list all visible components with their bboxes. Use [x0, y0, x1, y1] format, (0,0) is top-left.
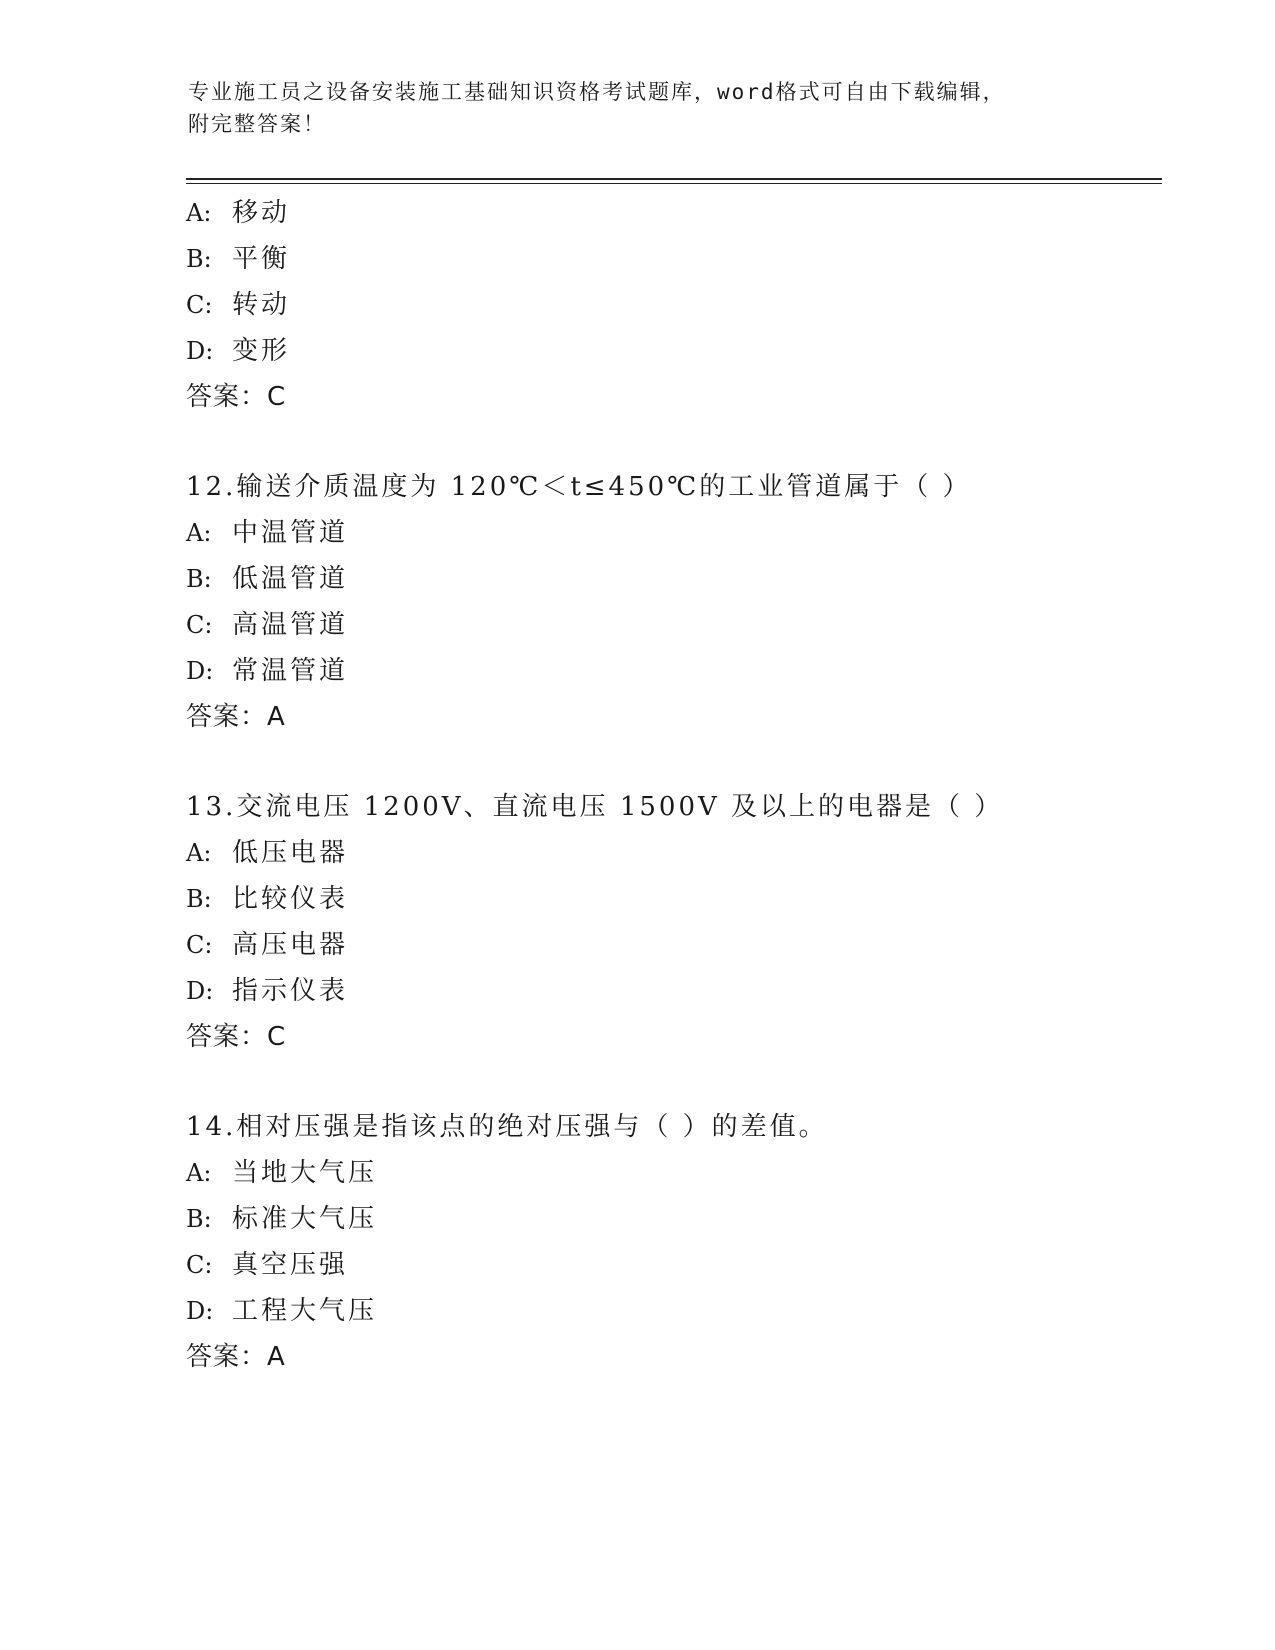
option-c [186, 1242, 1166, 1288]
option-text: 低温管道 [232, 564, 349, 594]
question-block [186, 464, 1166, 740]
question-text: 13.交流电压 1200V、直流电压 1500V 及以上的电器是（ ） [186, 792, 1004, 822]
option-a [186, 510, 1166, 556]
option-letter: C: [186, 291, 213, 319]
option-letter: D: [186, 977, 214, 1005]
option-text: 当地大气压 [232, 1158, 378, 1188]
option-text: 真空压强 [232, 1250, 349, 1280]
answer-line: 答案：A [186, 702, 286, 732]
question-list [186, 190, 1166, 1380]
option-b [186, 1196, 1166, 1242]
option-text: 低压电器 [232, 838, 349, 868]
question-block [186, 190, 1166, 420]
option-letter: D: [186, 657, 214, 685]
option-d [186, 328, 1166, 374]
question-text: 12.输送介质温度为 120℃＜t≤450℃的工业管道属于（ ） [186, 472, 972, 502]
option-letter: B: [186, 1205, 212, 1233]
option-letter: B: [186, 565, 212, 593]
question-block [186, 1104, 1166, 1380]
option-d [186, 1288, 1166, 1334]
question-block [186, 784, 1166, 1060]
option-letter: D: [186, 1297, 214, 1325]
option-letter: C: [186, 931, 213, 959]
document-header [188, 76, 1088, 140]
header-line-2: 附完整答案！ [188, 112, 326, 136]
answer-line: 答案：C [186, 1022, 287, 1052]
question-text: 14.相对压强是指该点的绝对压强与（ ）的差值。 [186, 1112, 828, 1142]
option-letter: A: [186, 199, 212, 227]
option-a [186, 190, 1166, 236]
option-d [186, 648, 1166, 694]
option-letter: B: [186, 245, 212, 273]
option-text: 常温管道 [232, 656, 349, 686]
option-text: 平衡 [232, 244, 291, 274]
option-letter: A: [186, 839, 212, 867]
option-a [186, 1150, 1166, 1196]
option-c [186, 922, 1166, 968]
option-letter: A: [186, 1159, 212, 1187]
option-text: 比较仪表 [232, 884, 349, 914]
header-divider-thin [186, 183, 1162, 184]
option-a [186, 830, 1166, 876]
option-b [186, 236, 1166, 282]
option-text: 指示仪表 [232, 976, 349, 1006]
option-text: 工程大气压 [232, 1296, 378, 1326]
option-letter: C: [186, 611, 213, 639]
answer-line: 答案：A [186, 1342, 286, 1372]
option-b [186, 876, 1166, 922]
option-text: 变形 [232, 336, 291, 366]
header-line-1: 专业施工员之设备安装施工基础知识资格考试题库，word格式可自由下载编辑， [188, 80, 1006, 104]
option-d [186, 968, 1166, 1014]
option-text: 标准大气压 [232, 1204, 378, 1234]
option-text: 高压电器 [232, 930, 349, 960]
option-text: 移动 [232, 198, 291, 228]
option-b [186, 556, 1166, 602]
option-c [186, 602, 1166, 648]
option-text: 中温管道 [232, 518, 349, 548]
header-divider-thick [186, 178, 1162, 180]
option-letter: B: [186, 885, 212, 913]
option-letter: D: [186, 337, 214, 365]
option-c [186, 282, 1166, 328]
option-letter: C: [186, 1251, 213, 1279]
option-letter: A: [186, 519, 212, 547]
option-text: 转动 [232, 290, 291, 320]
answer-line: 答案：C [186, 382, 287, 412]
option-text: 高温管道 [232, 610, 349, 640]
